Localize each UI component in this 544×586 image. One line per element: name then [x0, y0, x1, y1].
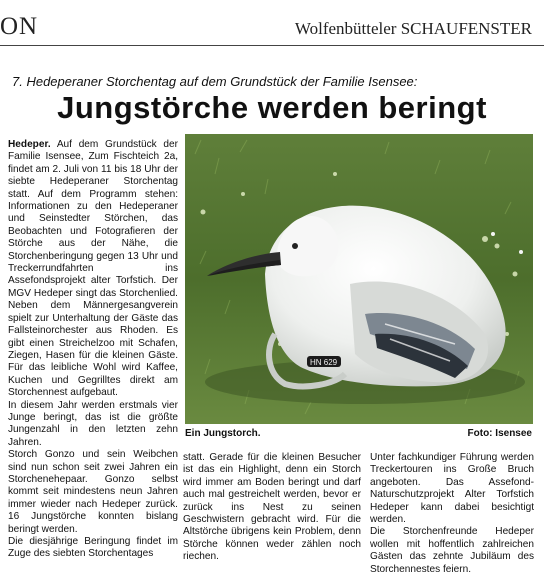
paragraph: Die Storchenfreunde Hedeper wollen mit hoffentlich zahlreichen Gästen das zehnte Jubiläum des Storchennestes feiern. — [370, 526, 534, 575]
paragraph: Die diesjährige Beringung findet im Zuge des siebten Storchentages — [8, 536, 178, 560]
article-headline: Jungstörche werden beringt — [57, 90, 487, 125]
article-column-2 — [183, 452, 361, 564]
paragraph: statt. Gerade für die kleinen Besucher ist das ein Highlight, denn ein Storch wird immer am Boden beringt und darf auch mal gestreichelt werden, bevor er zurück ins Nest zu seinen Geschwistern gebracht wird. Für die Altstörche übrigens kein Problem, denn Störche können weder zählen noch riechen. — [183, 452, 361, 563]
masthead-rule — [0, 45, 544, 46]
publication-name: Wolfenbütteler SCHAUFENSTER — [294, 19, 532, 38]
paragraph — [8, 139, 178, 400]
leg-ring-text: HN 629 — [310, 358, 338, 367]
photo-credit: Foto: Isensee — [467, 428, 532, 439]
dateline: Hedeper. — [8, 139, 51, 150]
article-column-1 — [8, 139, 178, 586]
paragraph: In diesem Jahr werden erstmals vier Junge beringt, das ist die größte Jungenzahl in den letzten zehn Jahren. — [8, 399, 178, 448]
article-kicker: 7. Hedeperaner Storchentag auf dem Grundstück der Familie Isensee: — [12, 74, 418, 89]
paragraph: Storch Gonzo und sein Weibchen sind nun schon seit zwei Jahren ein Storchenehepaar. Gonzo selbst kommt seit mindestens neun Jahren immer wieder nach Hedeper zurück. 16 Jungstörche konnten bislang beringt werden. — [8, 449, 178, 535]
stork-photo — [185, 134, 533, 424]
stork-photo-image — [185, 134, 533, 424]
masthead — [0, 0, 544, 46]
photo-caption: Ein Jungstorch. — [185, 428, 261, 439]
section-title-fragment: ON — [0, 13, 39, 40]
article-column-3 — [370, 452, 534, 576]
paragraph: Unter fachkundiger Führung werden Treckertouren ins Große Bruch angeboten. Das Assefond-Naturschutzprojekt Alter Torfstich Hedeper kann dabei besichtigt werden. — [370, 452, 534, 526]
paragraph-text: Auf dem Grundstück der Familie Isensee, Zum Fischteich 2a, findet am 2. Juli von 11 bis 18 Uhr der siebte Hedeperaner Storchentag statt. Auf dem Programm stehen: Informationen zu den Hedeperaner und Seinstedter Störchen, das Beobachten und Fotografieren der Störche aus der Nähe, die Storchenberingung gegen 13 Uhr und Treckerrundfahrten ins Assefondsprojekt alter Torfstich. Der MGV Hedeper singt das Storchenlied. Neben dem Männergesangverein spielt zur Unterhaltung der Gäste das Fallsteinorchester aus Rhoden. Es gibt einen Streichelzoo mit Schafen, Ziegen, Hasen für die kleinen Gäste. Für das leibliche Wohl wird Kaffee, Kuchen und Gegrilltes direkt am Storchennest aufgebaut. — [8, 139, 178, 399]
